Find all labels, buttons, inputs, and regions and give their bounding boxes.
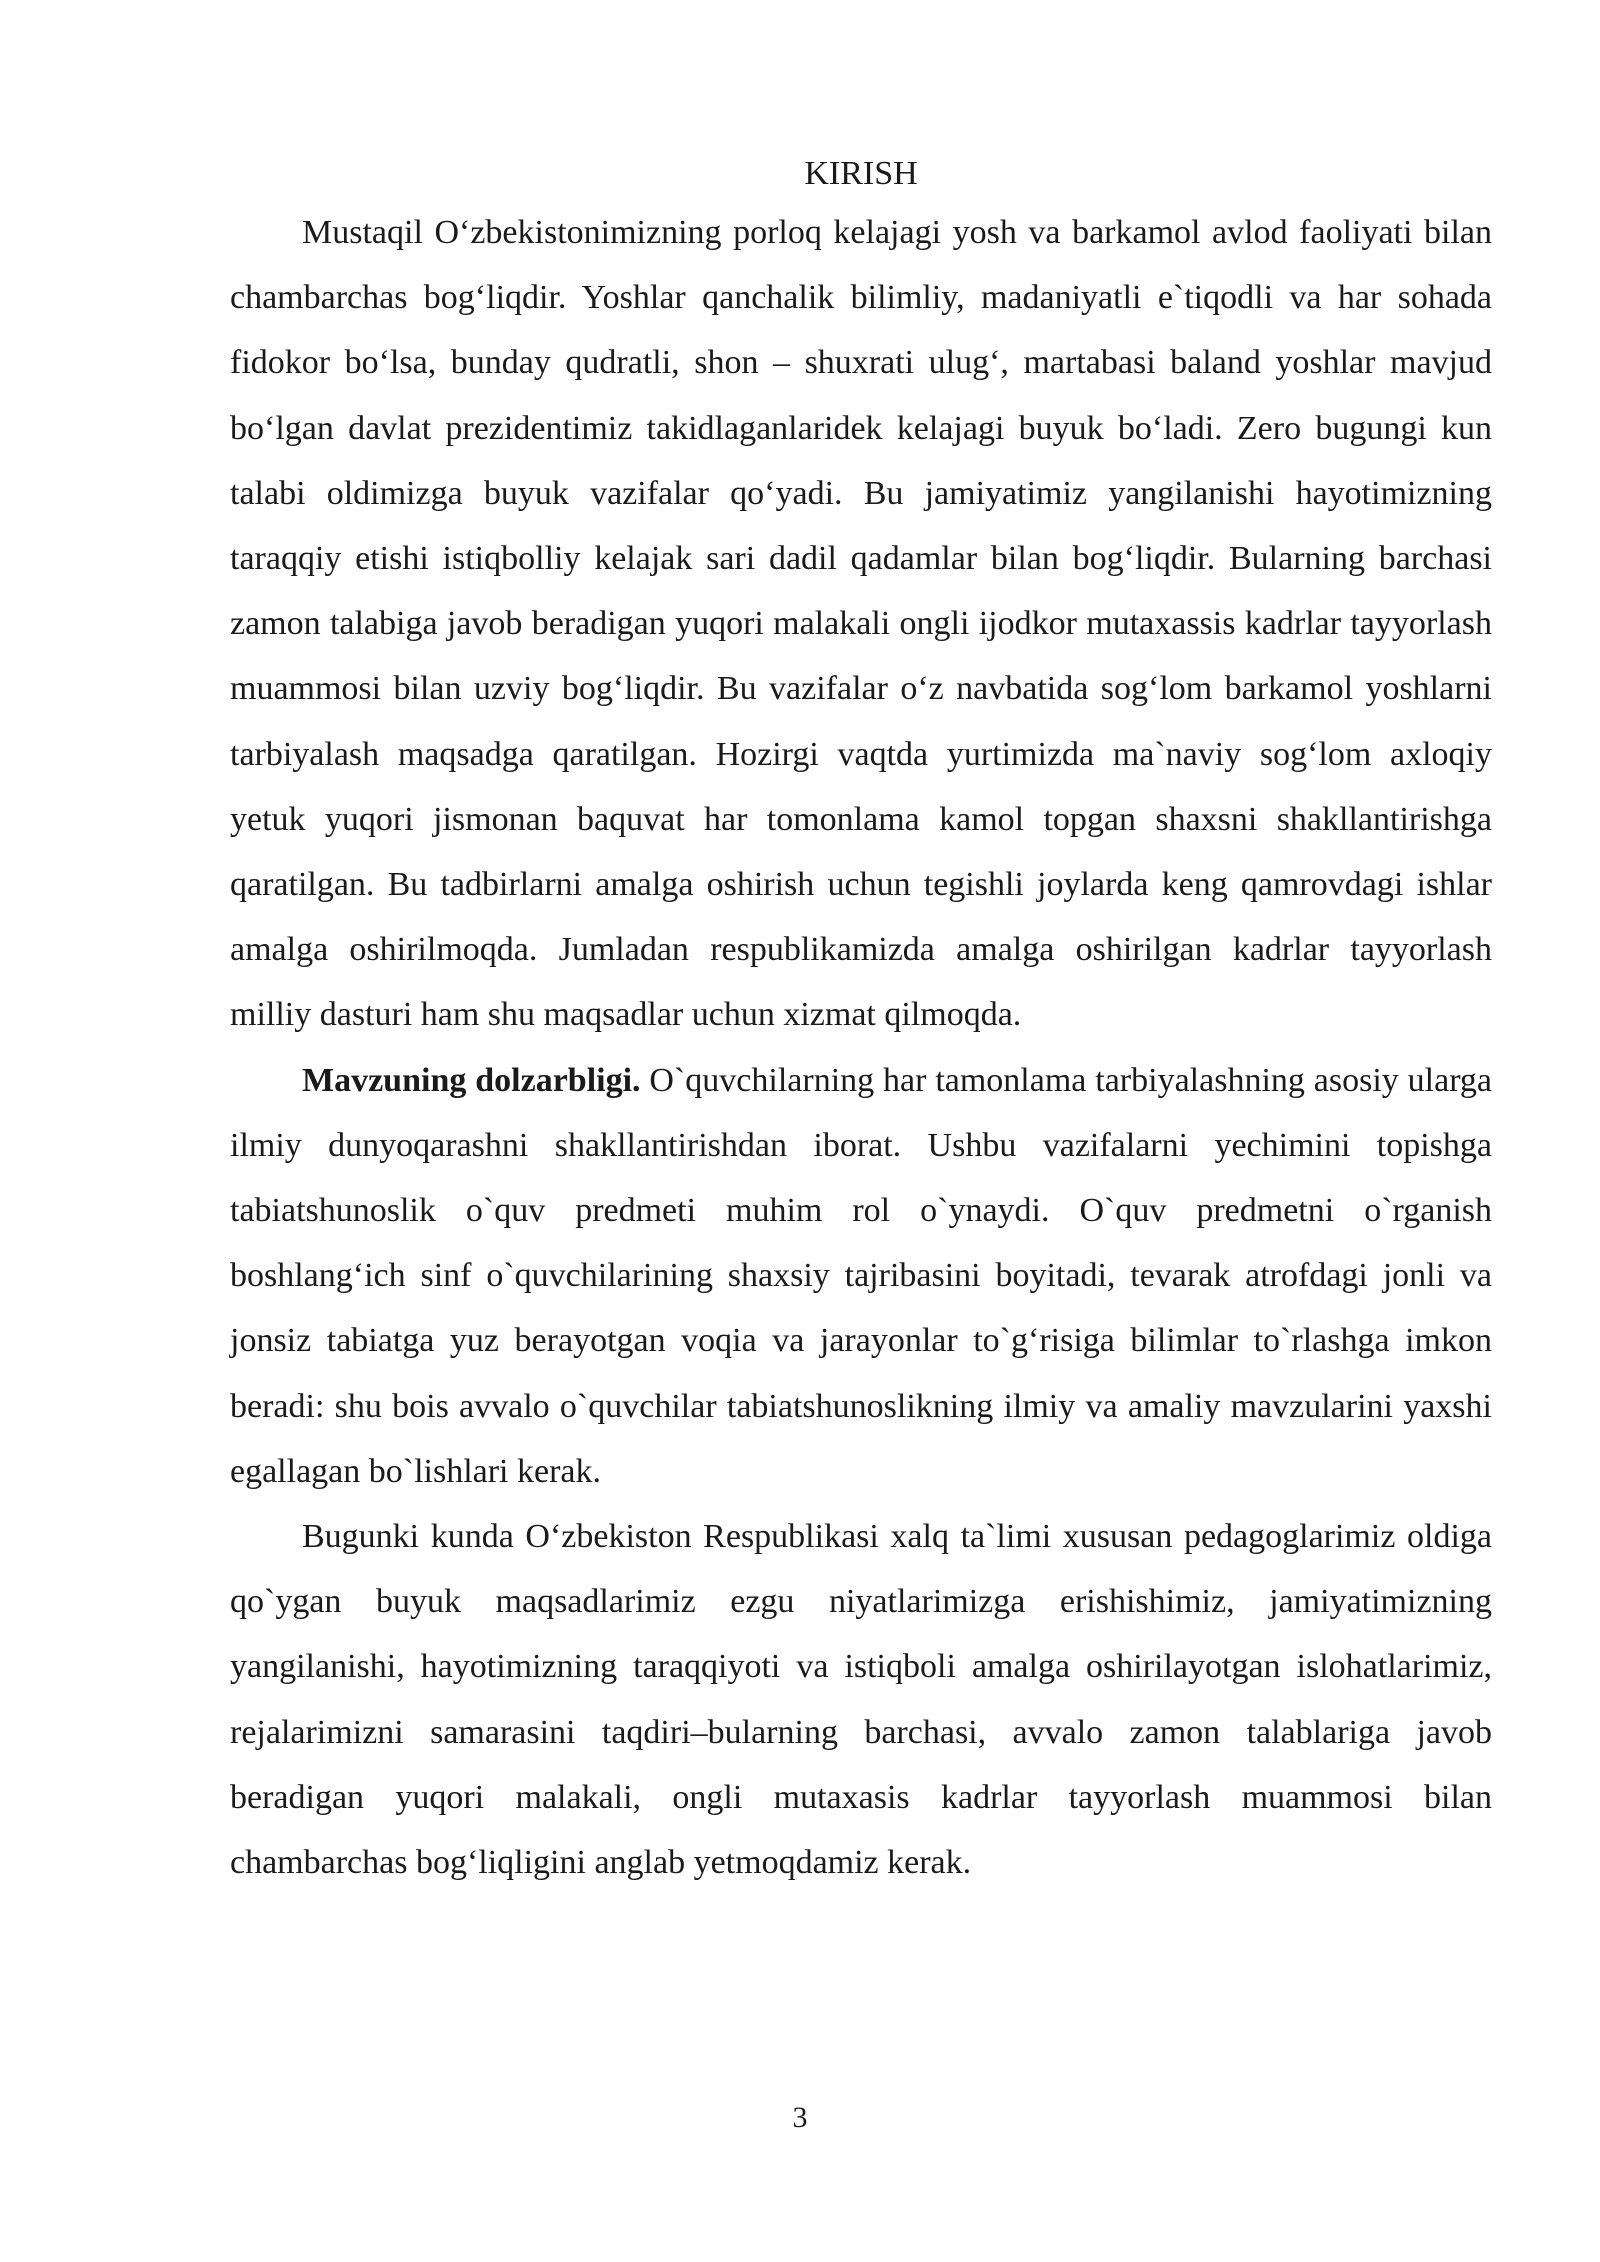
paragraph-introduction: [230, 200, 1492, 1048]
paragraph-lead-heading: Mavzuning dolzarbligi.: [302, 1061, 641, 1099]
section-heading: KIRISH: [804, 155, 918, 192]
page-number: 3: [792, 2101, 808, 2134]
page-body: [230, 148, 1492, 1895]
paragraph-relevance: [230, 1048, 1492, 1504]
paragraph-text: Bugunki kunda O‘zbekiston Respublikasi xalq ta`limi xususan pedagoglarimiz oldiga qo`ygan buyuk maqsadlarimiz ezgu niyatlarimizga erishishimiz, jamiyatimizning yangilanishi, hayotimizning taraqqiyoti va istiqboli amalga oshirilayotgan islohatlarimiz, rejalarimizni samarasini taqdiri–bularning barchasi, avvalo zamon talablariga javob beradigan yuqori malakali, ongli mutaxasis kadrlar tayyorlash muammosi bilan chambarchas bog‘liqligini anglab yetmoqdamiz kerak.: [230, 1518, 1492, 1882]
paragraph-text: Mustaqil O‘zbekistonimizning porloq kelajagi yosh va barkamol avlod faoliyati bilan chambarchas bog‘liqdir. Yoshlar qanchalik bilimliy, madaniyatli e`tiqodli va har sohada fidokor bo‘lsa, bunday qudratli, shon – shuxrati ulug‘, martabasi baland yoshlar mavjud bo‘lgan davlat prezidentimiz takidlaganlaridek kelajagi buyuk bo‘ladi. Zero bugungi kun talabi oldimizga buyuk vazifalar qo‘yadi. Bu jamiyatimiz yangilanishi hayotimizning taraqqiy etishi istiqbolliy kelajak sari dadil qadamlar bilan bog‘liqdir. Bularning barchasi zamon talabiga javob beradigan yuqori malakali ongli ijodkor mutaxassis kadrlar tayyorlash muammosi bilan uzviy bog‘liqdir. Bu vazifalar o‘z navbatida sog‘lom barkamol yoshlarni tarbiyalash maqsadga qaratilgan. Hozirgi vaqtda yurtimizda ma`naviy sog‘lom axloqiy yetuk yuqori jismonan baquvat har tomonlama kamol topgan shaxsni shakllantirishga qaratilgan. Bu tadbirlarni amalga oshirish uchun tegishli joylarda keng qamrovdagi ishlar amalga oshirilmoqda. Jumladan respublikamizda amalga oshirilgan kadrlar tayyorlash milliy dasturi ham shu maqsadlar uchun xizmat qilmoqda.: [230, 214, 1492, 1034]
paragraph-text: O`quvchilarning har tamonlama tarbiyalashning asosiy ularga ilmiy dunyoqarashni shakllantirishdan iborat. Ushbu vazifalarni yechimini topishga tabiatshunoslik o`quv predmeti muhim rol o`ynaydi. O`quv predmetni o`rganish boshlang‘ich sinf o`quvchilarining shaxsiy tajribasini boyitadi, tevarak atrofdagi jonli va jonsiz tabiatga yuz berayotgan voqia va jarayonlar to`g‘risiga bilimlar to`rlashga imkon beradi: shu bois avvalo o`quvchilar tabiatshunoslikning ilmiy va amaliy mavzularini yaxshi egallagan bo`lishlari kerak.: [230, 1061, 1492, 1490]
paragraph-today: [230, 1504, 1492, 1895]
